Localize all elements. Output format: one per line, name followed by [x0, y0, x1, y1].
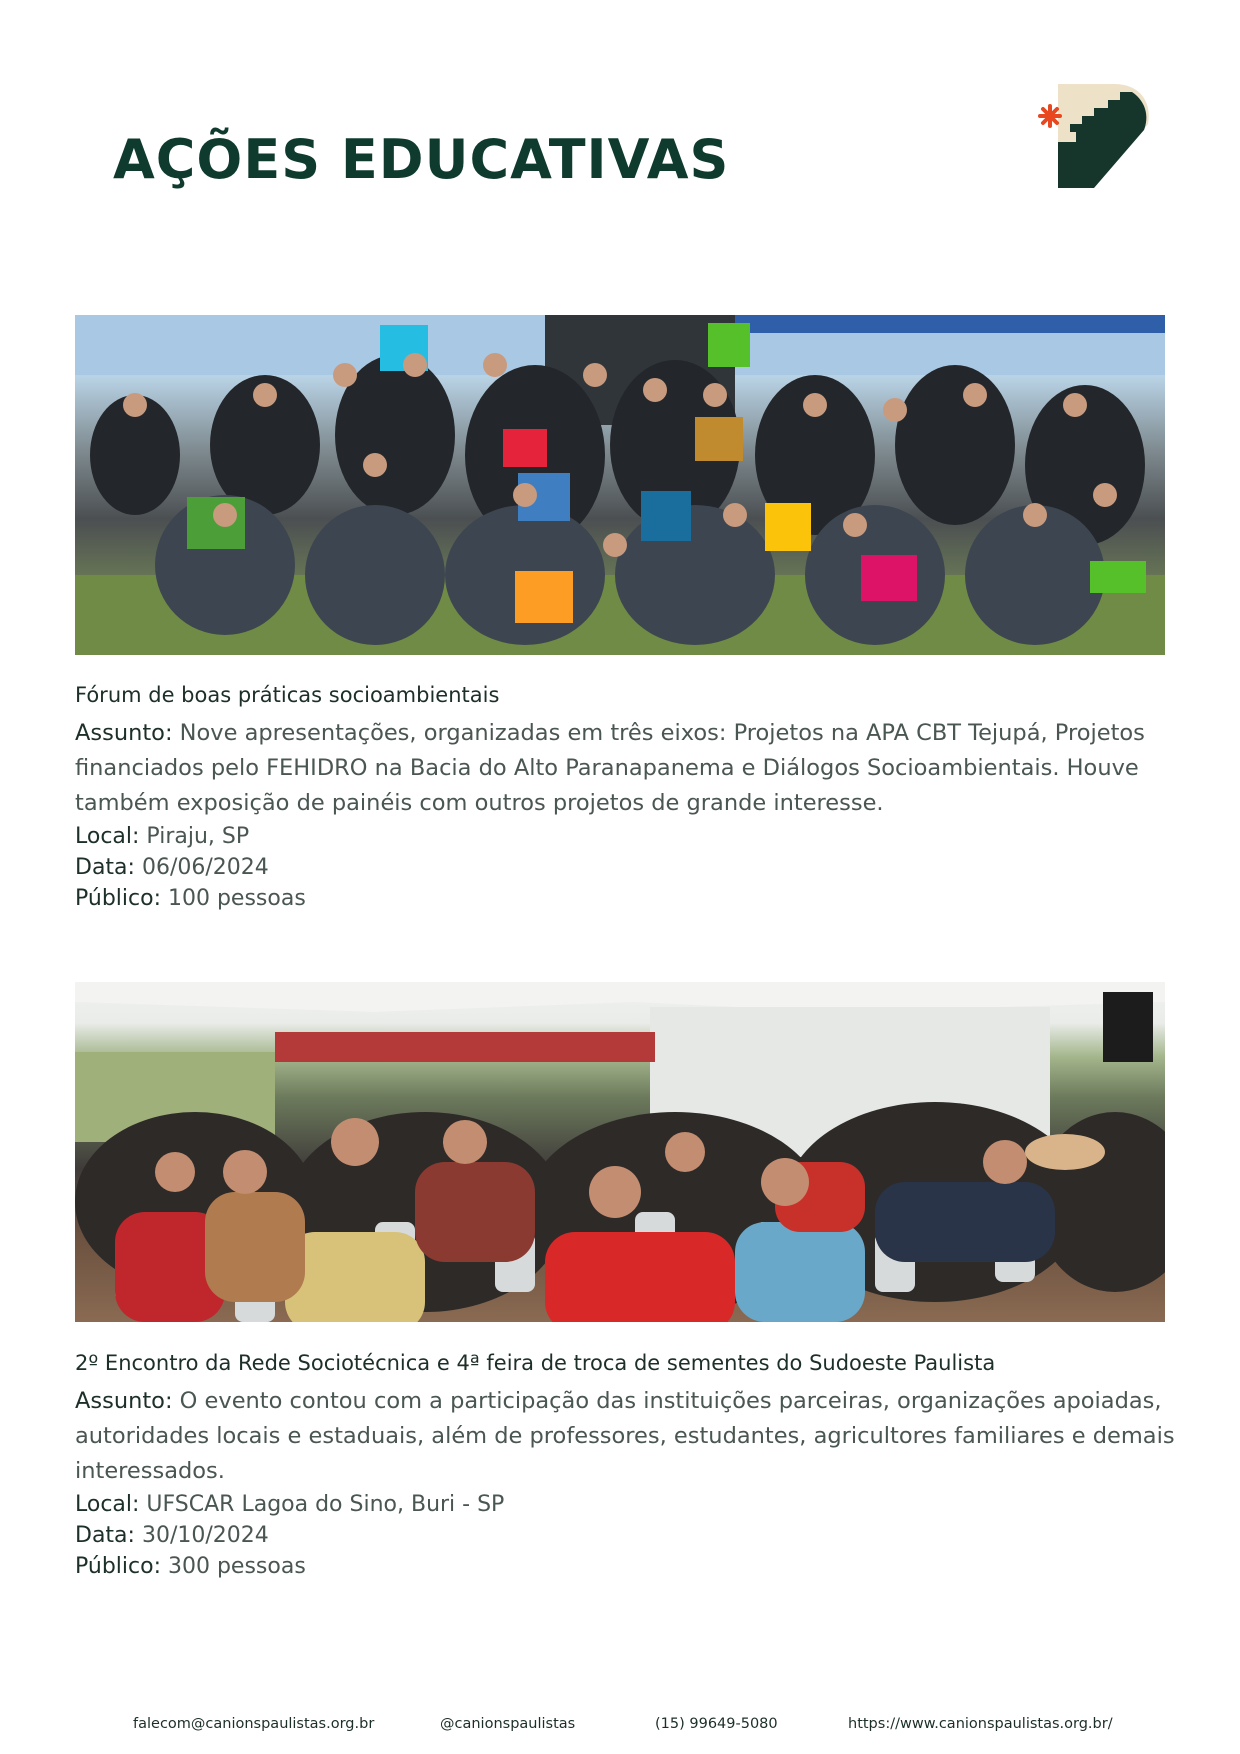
canions-paulistas-logo-icon — [1036, 80, 1156, 200]
footer-social-handle[interactable]: @canionspaulistas — [440, 1716, 576, 1732]
event-local: Local: UFSCAR Lagoa do Sino, Buri - SP — [75, 1492, 505, 1517]
footer-email-link[interactable]: falecom@canionspaulistas.org.br — [133, 1716, 375, 1732]
event-date: Data: 06/06/2024 — [75, 855, 269, 880]
forum-group-photo — [75, 315, 1165, 655]
event-subject-line-1: Assunto: O evento contou com a participação das instituições parceiras, organizações apoiadas, — [75, 1388, 1162, 1414]
page-title: AÇÕES EDUCATIVAS — [113, 128, 730, 191]
footer-phone: (15) 99649-5080 — [655, 1716, 778, 1732]
event-audience: Público: 100 pessoas — [75, 886, 306, 911]
encontro-audience-photo — [75, 982, 1165, 1322]
event-subject-line-2: financiados pelo FEHIDRO na Bacia do Alto Paranapanema e Diálogos Socioambientais. Houve — [75, 755, 1139, 781]
event-audience: Público: 300 pessoas — [75, 1554, 306, 1579]
event-date: Data: 30/10/2024 — [75, 1523, 269, 1548]
event-subject-line-1: Assunto: Nove apresentações, organizadas em três eixos: Projetos na APA CBT Tejupá, Projetos — [75, 720, 1145, 746]
footer-website-link[interactable]: https://www.canionspaulistas.org.br/ — [848, 1716, 1113, 1732]
footer — [0, 1716, 1240, 1740]
event-subject-line-3: também exposição de painéis com outros projetos de grande interesse. — [75, 790, 884, 816]
event-subject-line-3: interessados. — [75, 1458, 225, 1484]
event-title: Fórum de boas práticas socioambientais — [75, 683, 500, 707]
event-title: 2º Encontro da Rede Sociotécnica e 4ª feira de troca de sementes do Sudoeste Paulista — [75, 1351, 996, 1375]
event-encontro — [75, 1348, 1175, 1582]
event-forum — [75, 680, 1175, 914]
event-local: Local: Piraju, SP — [75, 824, 250, 849]
event-subject-line-2: autoridades locais e estaduais, além de professores, estudantes, agricultores familiares e demais — [75, 1423, 1175, 1449]
